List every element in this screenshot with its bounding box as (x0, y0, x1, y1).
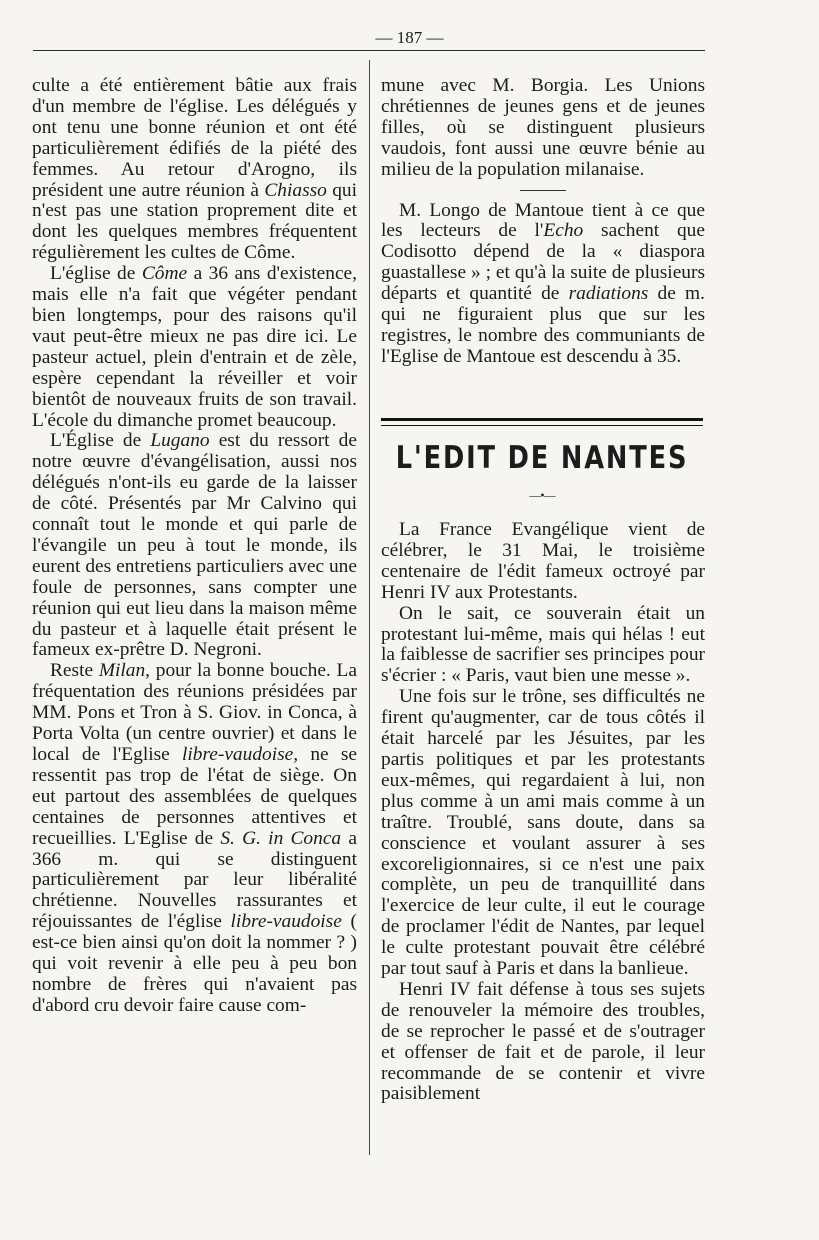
separator-rule (520, 190, 566, 191)
title-ornament: —•— (529, 488, 555, 502)
paragraph: culte a été entièrement bâtie aux frais d'un membre de l'église. Les délégués y ont tenu une bonne réunion et ont été particulièrement édifiés de la piété des femmes. Au retour d'Arogno, ils président une autre réunion à Chiasso qui n'est pas une station proprement dite et dont les quelques membres fréquentent régulièrement les cultes de Côme. (32, 75, 357, 264)
paragraph: Henri IV fait défense à tous ses sujets de renouveler la mémoire des troubles, de se reprocher le passé et de s'outrager et offenser de fait et de parole, il leur recommande de se contenir et vivre paisiblement (381, 978, 705, 1105)
paragraph: La France Evangélique vient de célébrer, le 31 Mai, le troisième centenaire de l'édit fameux octroyé par Henri IV aux Protestants. (381, 519, 705, 603)
paragraph: mune avec M. Borgia. Les Unions chrétiennes de jeunes gens et de jeunes filles, où se distinguent plusieurs vaudois, font aussi une œuvre bénie au milieu de la population milanaise. (381, 75, 705, 180)
paragraph: Reste Milan, pour la bonne bouche. La fréquentation des réunions présidées par MM. Pons et Tron à S. Giov. in Conca, à Porta Volta (un centre ouvrier) et dans le local de l'Eglise libre-vaudoise, ne se ressentit pas trop de l'état de siège. On eut partout des assemblées de quelques centaines de personnes attentives et recueillies. L'Eglise de S. G. in Conca a 366 m. qui se distinguent particulièrement par leur libéralité chrétienne. Nouvelles rassurantes et réjouissantes de l'église libre-vaudoise ( est-ce bien ainsi qu'on doit la nommer ? ) qui voit revenir à elle peu à peu bon nombre de frères qui n'avaient pas d'abord cru devoir faire cause com- (32, 660, 357, 1016)
header-rule (33, 50, 705, 51)
column-divider (369, 60, 370, 1155)
paragraph: L'Église de Lugano est du ressort de notre œuvre d'évangélisation, aussi nos délégués n'ont-ils eu garde de la laisser de côté. Présentés par Mr Calvino qui connaît tout le monde et qui parle de l'évangile un peu à tout le monde, ils eurent des entretiens particuliers avec une foule de personnes, sans compter une réunion qui eut lieu dans la maison même du pasteur et à laquelle était présent le fameux ex-prêtre D. Negroni. (32, 430, 357, 661)
paragraph: L'église de Côme a 36 ans d'existence, mais elle n'a fait que végéter pendant bien longtemps, pour des raisons qu'il vaut peut-être mieux ne pas dire ici. Le pasteur actuel, plein d'entrain et de zèle, espère cependant la réveiller et voir bientôt de nouveaux fruits de son travail. L'école du dimanche promet beaucoup. (32, 263, 357, 431)
section-rule-thin (381, 425, 703, 426)
page-number: — 187 — (375, 28, 444, 47)
section-rule-heavy (381, 418, 703, 421)
left-column (32, 76, 357, 1017)
paragraph: M. Longo de Mantoue tient à ce que les lecteurs de l'Echo sachent que Codisotto dépend de la « diaspora guastallese » ; et qu'à la suite de plusieurs départs et quantité de radiations de m. qui ne figuraient plus que sur les registres, le nombre des communiants de l'Eglise de Mantoue est descendu à 35. (381, 199, 705, 367)
right-column-top (381, 76, 705, 368)
paragraph: Une fois sur le trône, ses difficultés ne firent qu'augmenter, car de tous côtés il était harcelé par les Jésuites, par les partis politiques et par les protestants eux-mêmes, qui regardaient à lui, non plus comme à un ami mais comme à un traître. Troublé, sans doute, dans sa conscience et voulant assurer à ses excoreligionnaires, si ce n'est une paix complète, un peu de tranquillité dans l'exercice de leur culte, il eut le courage de proclamer l'édit de Nantes, par lequel le culte protestant pouvait être célébré par tout sauf à Paris et dans la banlieue. (381, 686, 705, 980)
paragraph: On le sait, ce souverain était un protestant lui-même, mais qui hélas ! eut la faiblesse de sacrifier ses principes pour s'écrier : « Paris, vaut bien une messe ». (381, 602, 705, 687)
right-column-bottom (381, 520, 705, 1105)
section-title: L'EDIT DE NANTES (395, 440, 689, 476)
